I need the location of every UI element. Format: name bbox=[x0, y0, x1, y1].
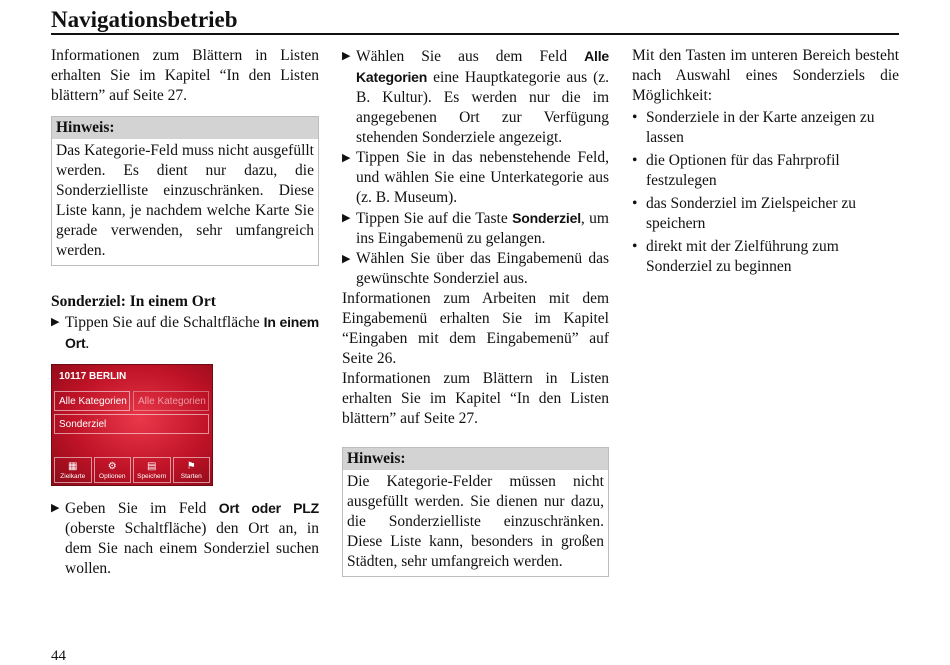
instruction-step: ▶ Tippen Sie in das nebenstehende Feld, und wählen Sie eine Unterkategorie aus (z. B. Museum). bbox=[342, 149, 609, 206]
key-label: Ort oder PLZ bbox=[218, 500, 319, 516]
note-body: Die Kategorie-Felder müssen nicht ausgefüllt werden. Sie dienen nur dazu, die Sonderzielliste einzuschränken. Diese Liste kann, besonders in großen Städten, sehr umfangreich werden. bbox=[347, 473, 604, 570]
page-number: 44 bbox=[51, 648, 66, 664]
note-body: Das Kategorie-Feld muss nicht ausgefüllt werden. Es dient nur dazu, die Sonderzielliste einzuschränken. Diese Liste kann, je nachdem welche Karte Sie gerade verwenden, sehr umfangreich werden. bbox=[56, 142, 314, 259]
arrow-bullet-icon: ▶ bbox=[51, 315, 60, 328]
map-key: ▦ Zielkarte bbox=[54, 457, 92, 483]
options-list bbox=[632, 108, 899, 277]
arrow-bullet-icon: ▶ bbox=[342, 211, 351, 224]
category-button: Alle Kategorien bbox=[54, 391, 130, 411]
arrow-bullet-icon: ▶ bbox=[342, 49, 351, 62]
column-1 bbox=[51, 46, 319, 579]
start-key: ⚑ Starten bbox=[173, 457, 211, 483]
flag-icon: ⚑ bbox=[186, 461, 196, 472]
bullet-dot-icon: • bbox=[632, 195, 638, 212]
page-header bbox=[51, 6, 899, 35]
intro-paragraph: Informationen zum Blättern in Listen erhalten Sie im Kapitel “In den Listen blättern” auf Seite 27. bbox=[51, 47, 319, 104]
instruction-step: ▶ Geben Sie im Feld Ort oder PLZ (oberste Schaltfläche) den Ort an, in dem Sie nach einem Sonderziel suchen wollen. bbox=[51, 500, 319, 577]
bullet-dot-icon: • bbox=[632, 109, 638, 126]
device-bottom-bar bbox=[54, 457, 210, 483]
options-key: ⚙ Optionen bbox=[94, 457, 132, 483]
note-box bbox=[51, 116, 319, 266]
arrow-bullet-icon: ▶ bbox=[51, 501, 60, 514]
page-title: Navigationsbetrieb bbox=[51, 7, 238, 32]
poi-button: Sonderziel bbox=[54, 414, 209, 434]
map-icon: ▦ bbox=[68, 461, 78, 472]
save-icon: ▤ bbox=[147, 461, 157, 472]
key-label: Sonderziel bbox=[512, 210, 581, 226]
instruction-step: ▶ Tippen Sie auf die Schaltfläche In einem Ort. bbox=[51, 314, 319, 352]
arrow-bullet-icon: ▶ bbox=[342, 151, 351, 164]
key-label: Alle Kategorien bbox=[356, 48, 609, 85]
device-screenshot bbox=[51, 364, 213, 486]
bullet-dot-icon: • bbox=[632, 152, 638, 169]
list-item: • das Sonderziel im Zielspeicher zu speichern bbox=[632, 195, 857, 232]
note-title: Hinweis: bbox=[343, 448, 608, 470]
info-paragraph: Informationen zum Arbeiten mit dem Eingabemenü erhalten Sie im Kapitel “Eingaben mit dem Eingabemenü” auf Seite 26. bbox=[342, 290, 609, 367]
options-icon: ⚙ bbox=[107, 461, 117, 472]
save-key: ▤ Speichern bbox=[133, 457, 171, 483]
instruction-step: ▶ Wählen Sie über das Eingabemenü das gewünschte Sonderziel aus. bbox=[342, 250, 609, 287]
info-paragraph: Informationen zum Blättern in Listen erhalten Sie im Kapitel “In den Listen blättern” auf Seite 27. bbox=[342, 370, 609, 427]
list-item: • Sonderziele in der Karte anzeigen zu lassen bbox=[632, 109, 875, 146]
intro-paragraph: Mit den Tasten im unteren Bereich besteht nach Auswahl eines Sonderziels die Möglichkeit: bbox=[632, 47, 899, 104]
note-box bbox=[342, 447, 609, 577]
column-2 bbox=[342, 46, 609, 577]
section-subheading: Sonderziel: In einem Ort bbox=[51, 293, 216, 310]
subcategory-button: Alle Kategorien bbox=[133, 391, 209, 411]
city-field: 10117 BERLIN bbox=[59, 371, 127, 382]
arrow-bullet-icon: ▶ bbox=[342, 252, 351, 265]
note-title: Hinweis: bbox=[52, 117, 318, 139]
key-label: In einem Ort bbox=[65, 314, 319, 351]
bullet-dot-icon: • bbox=[632, 238, 638, 255]
instruction-step: ▶ Wählen Sie aus dem Feld Alle Kategorien eine Hauptkategorie aus (z. B. Kultur). Es werden nur die im angegebenen Ort zur Verfügung stehenden Sonderziele angezeigt. bbox=[342, 48, 609, 146]
instruction-step: ▶ Tippen Sie auf die Taste Sonderziel, um ins Eingabemenü zu gelangen. bbox=[342, 210, 609, 247]
column-3 bbox=[632, 46, 899, 280]
list-item: • die Optionen für das Fahrprofil festzulegen bbox=[632, 152, 840, 189]
list-item: • direkt mit der Zielführung zum Sonderziel zu beginnen bbox=[632, 238, 839, 275]
